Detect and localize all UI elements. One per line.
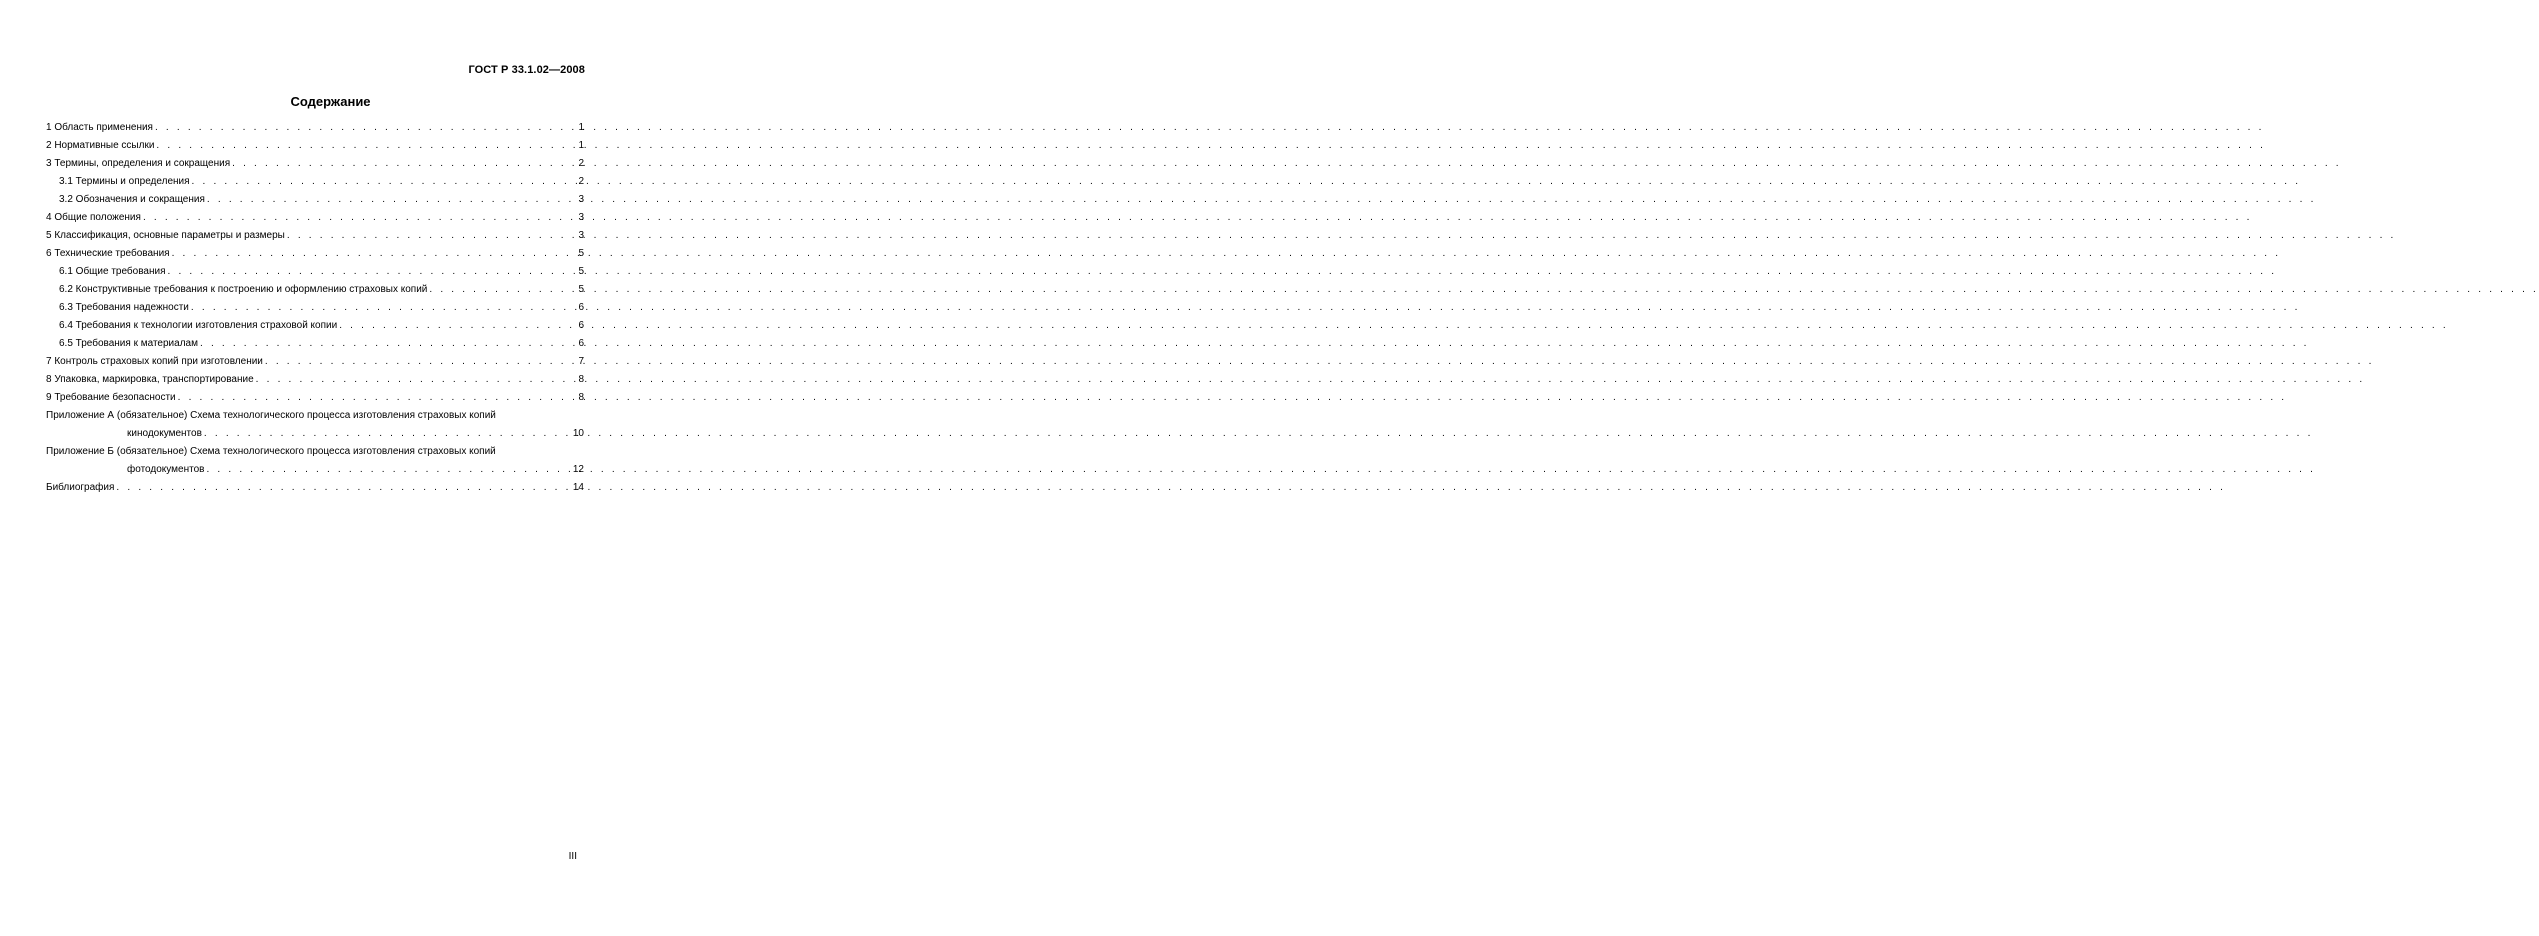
- toc-appendix-a[interactable]: Приложение А (обязательное) Схема технологического процесса изготовления страховых копий кинодокументов . . . 10: [46, 407, 584, 443]
- toc-entry-3-1[interactable]: 3.1 Термины и определения . . . 2: [46, 173, 584, 191]
- leader-dots: [172, 245, 572, 263]
- appendix-title: Приложение Б (обязательное) Схема технологического процесса изготовления страховых копий: [46, 446, 496, 457]
- toc-entry-6[interactable]: 6 Технические требования . . . 5: [46, 245, 584, 263]
- toc-entry-6-1[interactable]: 6.1 Общие требования . . . 5: [46, 263, 584, 281]
- leader-dots: [204, 425, 569, 443]
- toc-entry-1[interactable]: 1 Область применения . . . 1: [46, 119, 584, 137]
- toc-title: Содержание: [290, 94, 371, 109]
- page-number: III: [568, 851, 577, 862]
- leader-dots: [232, 155, 572, 173]
- table-of-contents: [46, 119, 584, 497]
- toc-page-number: 8: [578, 392, 584, 403]
- leader-dots: [168, 263, 572, 281]
- toc-page-number: 6: [578, 338, 584, 349]
- leader-dots: [429, 281, 572, 299]
- toc-entry-5[interactable]: 5 Классификация, основные параметры и размеры . . . 3: [46, 227, 584, 245]
- toc-page-number: 8: [578, 374, 584, 385]
- leader-dots: [191, 299, 572, 317]
- toc-page-number: 3: [578, 212, 584, 223]
- toc-page-number: 12: [572, 464, 584, 475]
- appendix-title: Приложение А (обязательное) Схема технологического процесса изготовления страховых копий: [46, 410, 496, 421]
- toc-page-number: 7: [578, 356, 584, 367]
- leader-dots: [206, 461, 568, 479]
- leader-dots: [155, 119, 572, 137]
- toc-page-number: 5: [578, 248, 584, 259]
- toc-entry-4[interactable]: 4 Общие положения . . . 3: [46, 209, 584, 227]
- leader-dots: [156, 137, 572, 155]
- toc-entry-bibliography[interactable]: Библиография . . . 14: [46, 479, 584, 497]
- toc-entry-6-5[interactable]: 6.5 Требования к материалам . . . 6: [46, 335, 584, 353]
- toc-page-number: 5: [578, 284, 584, 295]
- toc-entry-2[interactable]: 2 Нормативные ссылки . . . 1: [46, 137, 584, 155]
- leader-dots: [116, 479, 568, 497]
- toc-page-number: 1: [578, 140, 584, 151]
- leader-dots: [287, 227, 572, 245]
- toc-page-number: 5: [578, 266, 584, 277]
- leader-dots: [207, 191, 572, 209]
- toc-page-number: 10: [572, 428, 584, 439]
- toc-entry-8[interactable]: 8 Упаковка, маркировка, транспортирование . . . 8: [46, 371, 584, 389]
- toc-entry-3-2[interactable]: 3.2 Обозначения и сокращения . . . 3: [46, 191, 584, 209]
- toc-entry-9[interactable]: 9 Требование безопасности . . . 8: [46, 389, 584, 407]
- leader-dots: [143, 209, 572, 227]
- toc-entry-6-3[interactable]: 6.3 Требования надежности . . . 6: [46, 299, 584, 317]
- leader-dots: [265, 353, 572, 371]
- document-page: [0, 0, 661, 936]
- toc-page-number: 2: [578, 158, 584, 169]
- toc-appendix-b[interactable]: Приложение Б (обязательное) Схема технологического процесса изготовления страховых копий фотодокументов . . . 12: [46, 443, 584, 479]
- leader-dots: [200, 335, 572, 353]
- toc-entry-7[interactable]: 7 Контроль страховых копий при изготовлении . . . 7: [46, 353, 584, 371]
- toc-page-number: 6: [578, 302, 584, 313]
- document-code: ГОСТ Р 33.1.02—2008: [468, 64, 585, 76]
- toc-entry-3[interactable]: 3 Термины, определения и сокращения . . . 2: [46, 155, 584, 173]
- toc-page-number: 3: [578, 194, 584, 205]
- leader-dots: [339, 317, 572, 335]
- toc-page-number: 14: [572, 482, 584, 493]
- leader-dots: [256, 371, 572, 389]
- toc-page-number: 3: [578, 230, 584, 241]
- leader-dots: [192, 173, 572, 191]
- toc-entry-6-4[interactable]: 6.4 Требования к технологии изготовления страховой копии . . . 6: [46, 317, 584, 335]
- leader-dots: [178, 389, 572, 407]
- toc-entry-6-2[interactable]: 6.2 Конструктивные требования к построению и оформлению страховых копий . . . 5: [46, 281, 584, 299]
- toc-page-number: 6: [578, 320, 584, 331]
- toc-page-number: 2: [578, 176, 584, 187]
- toc-page-number: 1: [578, 122, 584, 133]
